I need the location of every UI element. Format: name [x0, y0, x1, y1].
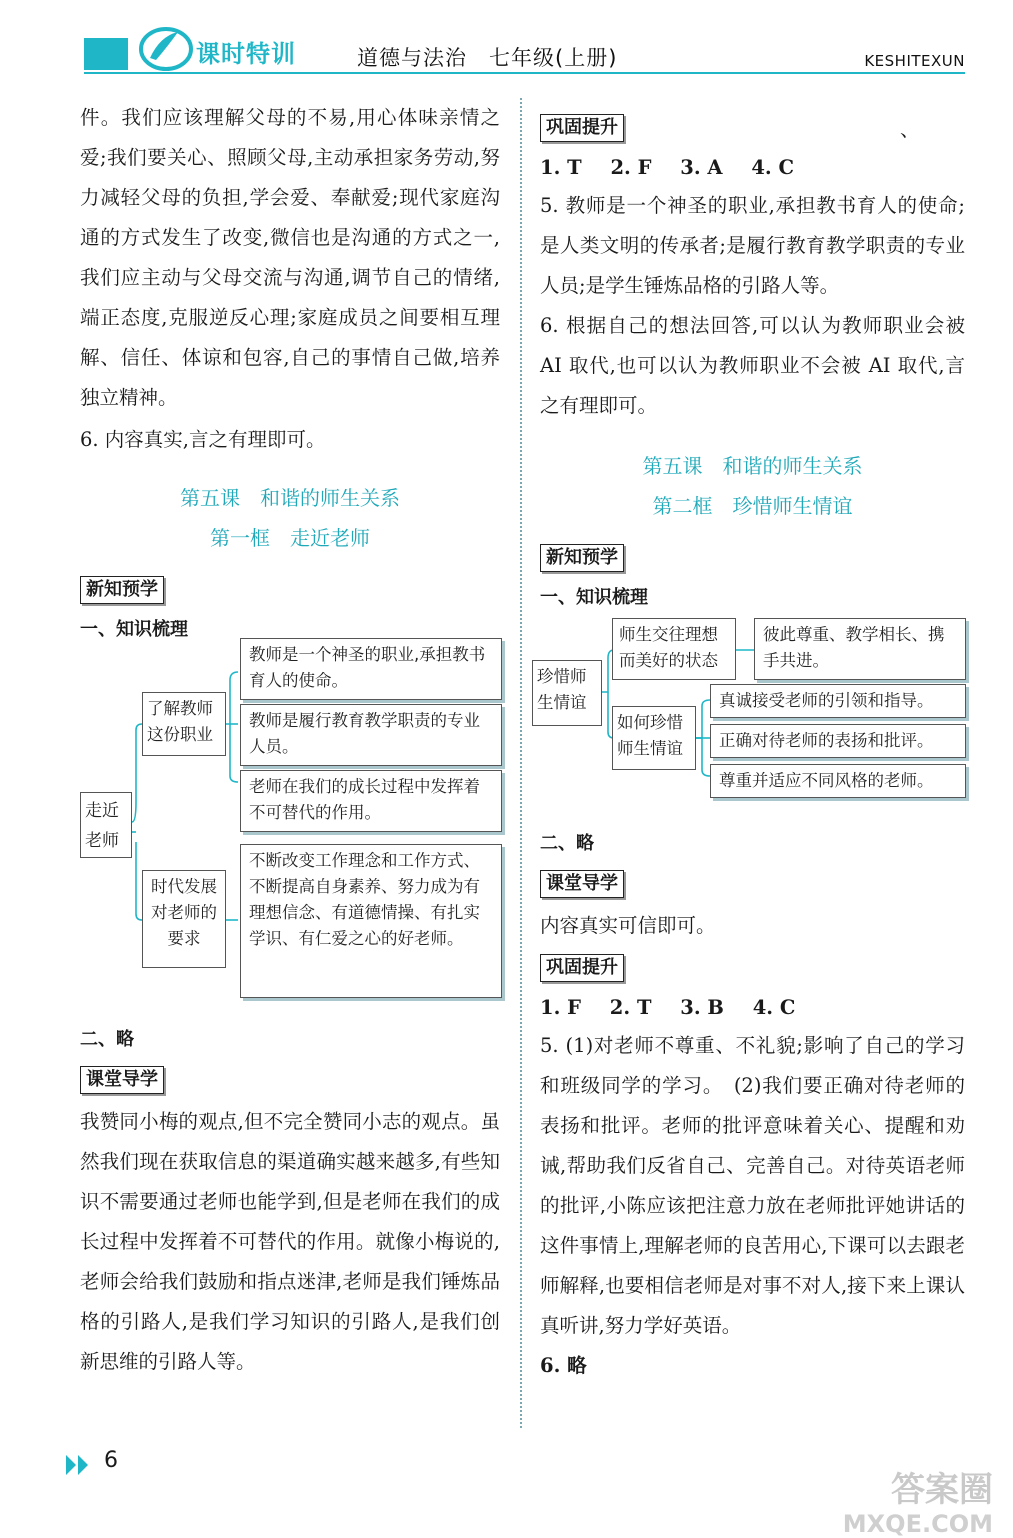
series-name: KESHITEXUN: [864, 52, 965, 70]
mindmap-right: [537, 622, 970, 822]
answer-5b: 5. (1)对老师不尊重、不礼貌;影响了自己的学习和班级同学的学习。 (2)我们要正确对待老师的表扬和批评。老师的批评意味着关心、提醒和劝诫,帮助我们反省自己、完善自己。对待英语老师的批评,小陈应该把注意力放在老师批评她讲话的这件事情上,理解老师的良苦用心,下课可以去跟老师解释,也要相信老师是对事不对人,接下来上课认真听讲,努力学好英语。: [540, 1034, 965, 1337]
watermark-text: 答案圈: [891, 1470, 993, 1510]
section-box-consolidate: 巩固提升: [540, 954, 624, 982]
knowledge-title: 一、知识梳理: [540, 587, 648, 608]
header-color-block: [84, 38, 128, 70]
mindmap-branch-understand: 了解教师这份职业: [142, 692, 226, 756]
answer-item: 2. F: [610, 156, 652, 179]
section-box-preview: 新知预学: [540, 544, 624, 572]
answer-item: 1. T: [540, 156, 582, 179]
mindmap-branch-era: 时代发展对老师的要求: [142, 870, 226, 968]
lesson-title: 第五课 和谐的师生关系: [642, 454, 863, 478]
mindmap-leaf-praise: 正确对待老师的表扬和批评。: [710, 724, 966, 758]
frame-title: 第二框 珍惜师生情谊: [652, 494, 853, 518]
stray-mark: 、: [900, 118, 920, 141]
section-box-class: 课堂导学: [80, 1066, 164, 1094]
mindmap-branch-cherish: 如何珍惜师生情谊: [612, 706, 696, 770]
mindmap-leaf-guidance: 真诚接受老师的引领和指导。: [710, 684, 966, 718]
answer-item: 4. C: [751, 156, 795, 179]
mindmap-root: 珍惜师生情谊: [532, 660, 602, 726]
section-box-class: 课堂导学: [540, 870, 624, 898]
answer-item: 3. A: [680, 156, 723, 179]
page-number: 6: [104, 1448, 118, 1473]
class-paragraph: 我赞同小梅的观点,但不完全赞同小志的观点。虽然我们现在获取信息的渠道确实越来越多,有些知识不需要通过老师也能学到,但是老师在我们的成长过程中发挥着不可替代的作用。就像小梅说的,老师会给我们鼓励和指点迷津,老师是我们锤炼品格的引路人,是我们学习知识的引路人,是我们创新思维的引路人等。: [80, 1110, 500, 1373]
mindmap-leaf-irreplaceable: 老师在我们的成长过程中发挥着不可替代的作用。: [240, 770, 502, 832]
double-chevron-icon: [64, 1453, 94, 1477]
mindmap-leaf-styles: 尊重并适应不同风格的老师。: [710, 764, 966, 798]
frame-title: 第一框 走近老师: [210, 526, 370, 550]
section-box-preview: 新知预学: [80, 576, 164, 604]
knowledge-title: 一、知识梳理: [80, 619, 188, 640]
header-rule: [84, 72, 965, 74]
answer-item: 4. C: [752, 996, 796, 1019]
brand-title: 课时特训: [196, 40, 296, 68]
answer-6: 6. 根据自己的想法回答,可以认为教师职业会被 AI 取代,也可以认为教师职业不会被 AI 取代,言之有理即可。: [540, 314, 965, 417]
watermark: [843, 1470, 993, 1538]
answers-row-2: [540, 990, 965, 1026]
answer-item: 1. F: [540, 996, 581, 1019]
left-column: [80, 98, 500, 1382]
watermark-url: MXQE.COM: [842, 1510, 993, 1538]
answers-row-1: [540, 150, 965, 186]
right-column: [537, 98, 965, 1386]
answer-item: 2. T: [609, 996, 652, 1019]
mindmap-left: [80, 645, 510, 1012]
mindmap-leaf-sacred: 教师是一个神圣的职业,承担教书育人的使命。: [240, 638, 502, 700]
part2-title: 二、略: [540, 833, 594, 854]
answer-item: 3. B: [680, 996, 724, 1019]
mindmap-root: 走近老师: [80, 792, 132, 858]
subject-title: 道德与法治 七年级(上册): [357, 46, 618, 70]
answer-6: 6. 内容真实,言之有理即可。: [80, 428, 326, 451]
mindmap-leaf-professional: 教师是履行教育教学职责的专业人员。: [240, 704, 502, 766]
section-box-consolidate: 巩固提升: [540, 114, 624, 142]
lesson-title: 第五课 和谐的师生关系: [180, 486, 400, 510]
part2-title: 二、略: [80, 1029, 134, 1050]
mindmap-leaf-requirements: 不断改变工作理念和工作方式、不断提高自身素养、努力成为有理想信念、有道德情操、有扎实学识、有仁爱之心的好老师。: [240, 844, 502, 998]
answer-5: 5. 教师是一个神圣的职业,承担教书育人的使命;是人类文明的传承者;是履行教育教学职责的专业人员;是学生锤炼品格的引路人等。: [540, 194, 965, 297]
intro-paragraph: 件。我们应该理解父母的不易,用心体味亲情之爱;我们要关心、照顾父母,主动承担家务劳动,努力减轻父母的负担,学会爱、奉献爱;现代家庭沟通的方式发生了改变,微信也是沟通的方式之一,我们应主动与父母交流与沟通,调节自己的情绪,端正态度,克服逆反心理;家庭成员之间要相互理解、信任、体谅和包容,自己的事情自己做,培养独立精神。: [80, 106, 500, 409]
column-divider: [520, 98, 522, 1428]
mindmap-branch-ideal: 师生交往理想而美好的状态: [612, 618, 736, 680]
answer-6b: 6. 略: [540, 1354, 587, 1377]
mindmap-leaf-respect: 彼此尊重、教学相长、携手共进。: [754, 618, 966, 680]
book-logo-icon: [138, 22, 194, 72]
page-header: [0, 0, 1013, 80]
class-text: 内容真实可信即可。: [540, 914, 716, 937]
